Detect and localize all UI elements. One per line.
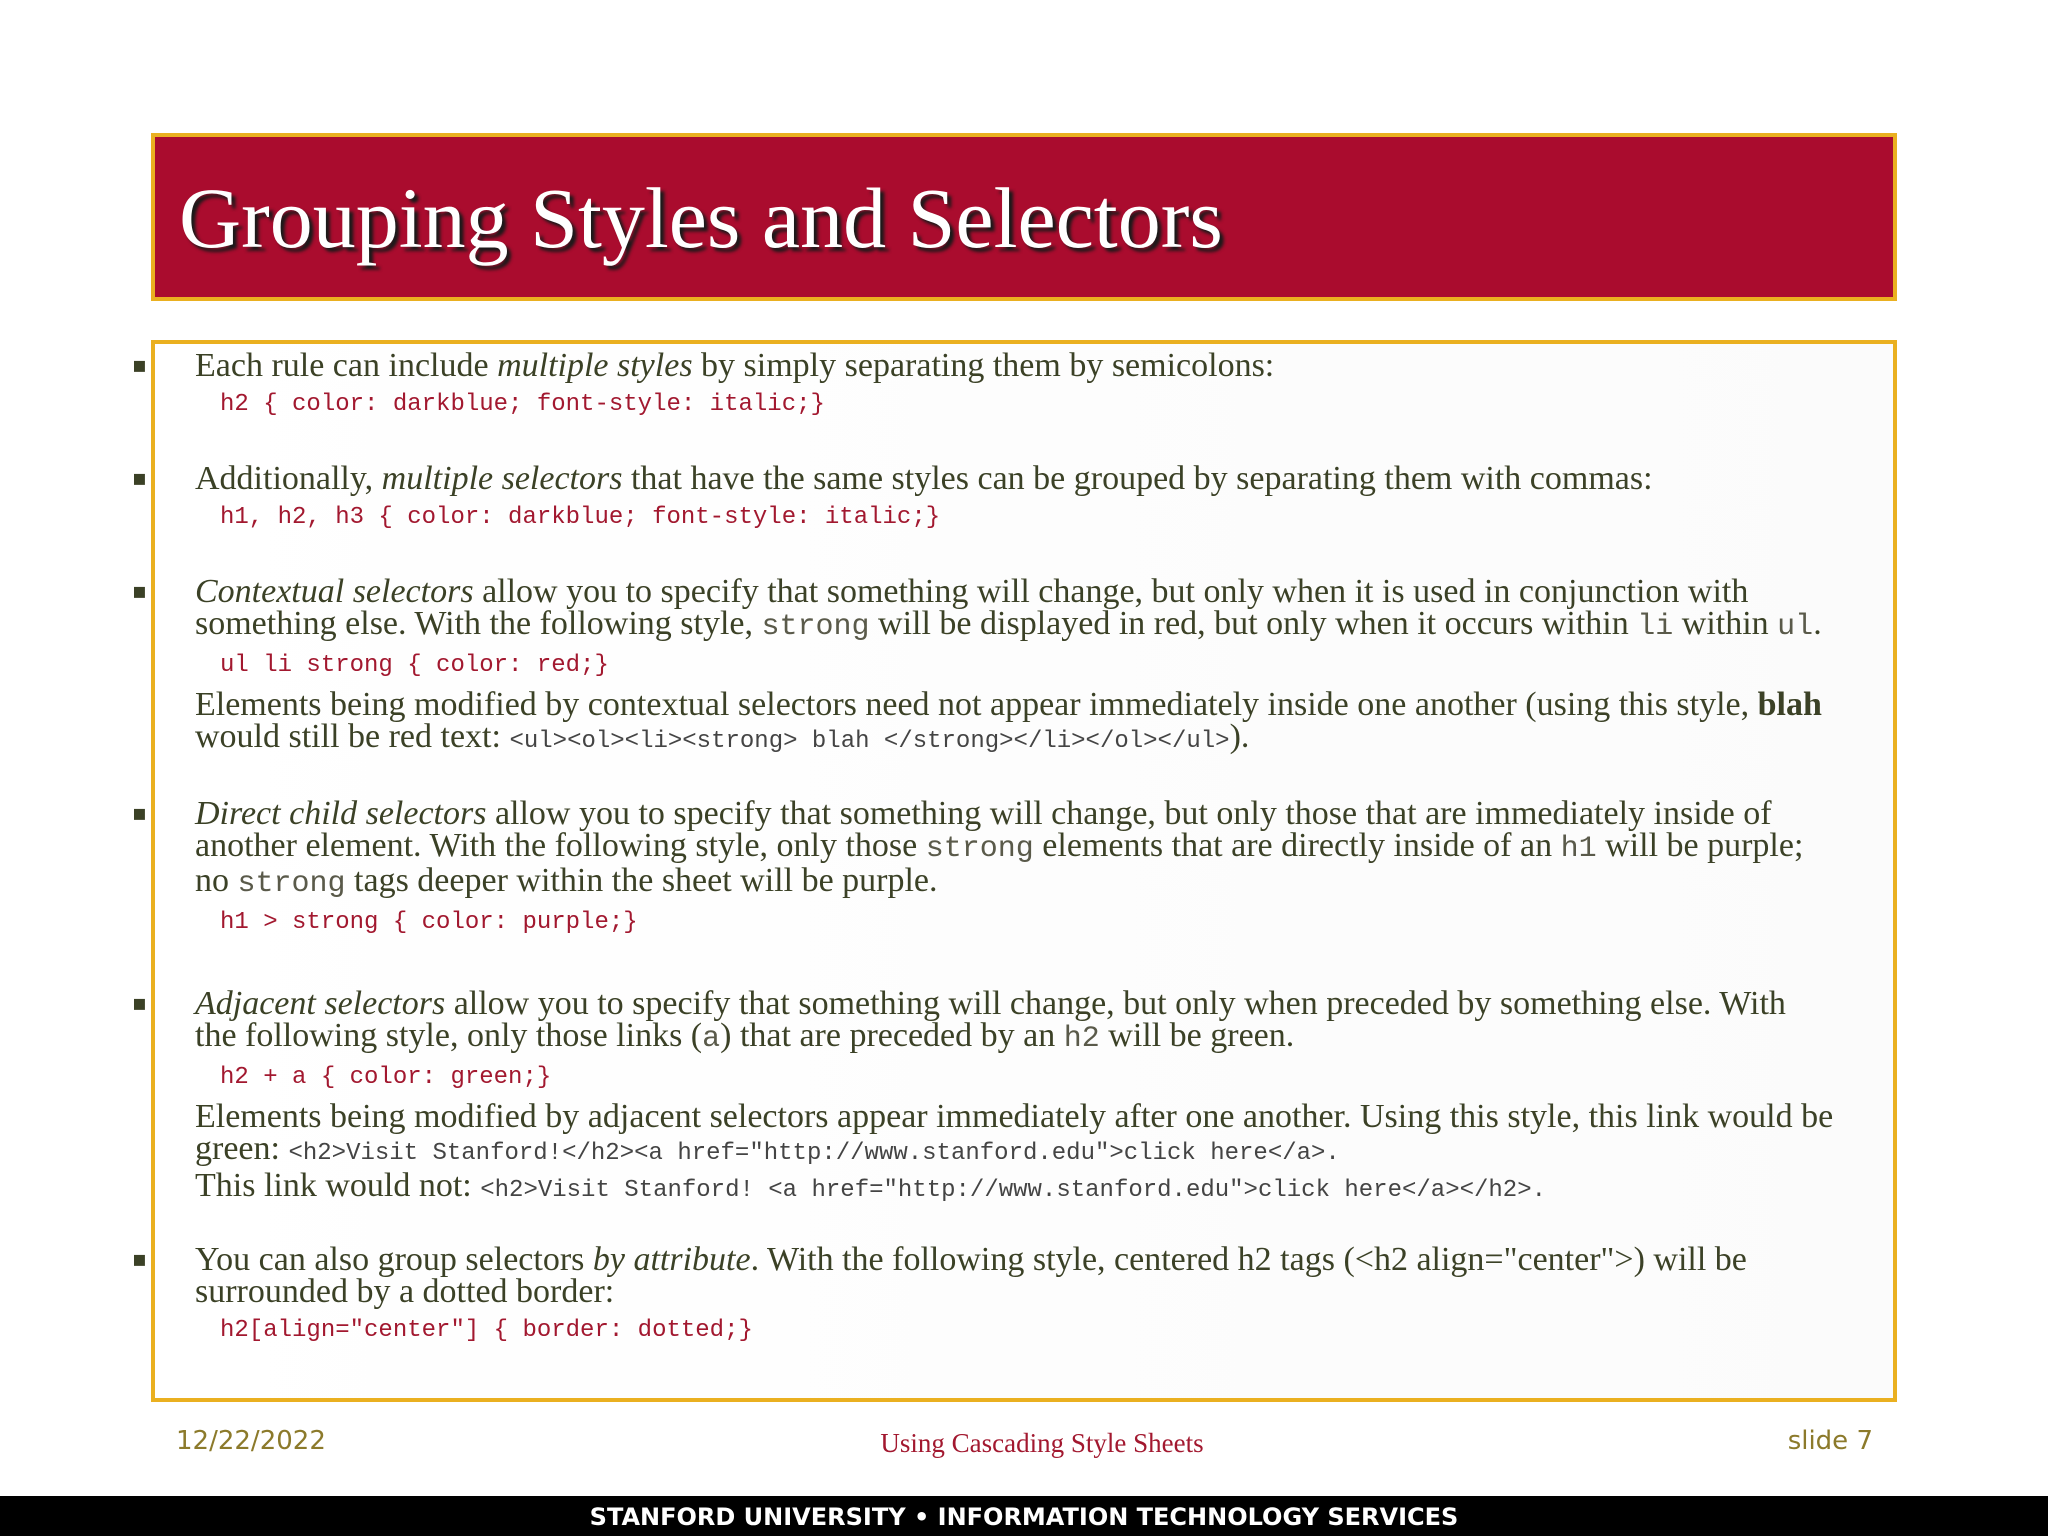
bullet-text: Adjacent selectors allow you to specify that something will change, but only when preceded by something else. With the following style, only those links (a) that are preceded by an h2 will be green.: [195, 985, 1786, 1056]
bullet-marker: ▪: [132, 579, 147, 604]
bullet-text: Each rule can include multiple styles by simply separating them by semicolons:: [195, 347, 1275, 384]
code-example: ul li strong { color: red;}: [220, 652, 609, 679]
bullet-attribute-selectors: [132, 1241, 1835, 1346]
code-example: h1 > strong { color: purple;}: [220, 909, 638, 936]
title-bar: [151, 133, 1897, 301]
bullet-marker: ▪: [132, 991, 147, 1016]
bullet-text: Additionally, multiple selectors that have the same styles can be grouped by separating them with commas:: [195, 460, 1653, 497]
code-example: h2 + a { color: green;}: [220, 1064, 552, 1091]
bullet-text: Direct child selectors allow you to specify that something will change, but only those that are immediately inside of another element. With the following style, only those strong elements that are directly inside of an h1 will be purple; no strong tags deeper within the sheet will be purple.: [195, 795, 1804, 901]
code-example: h2[align="center"] { border: dotted;}: [220, 1317, 753, 1344]
bullet-contextual-selectors: [132, 573, 1835, 758]
slide-number: slide 7: [1787, 1426, 1873, 1456]
footer-title: Using Cascading Style Sheets: [880, 1428, 1204, 1458]
bullet-adjacent-selectors: [132, 985, 1835, 1207]
content-box: [132, 340, 1897, 1402]
bullet-multiple-styles: [132, 347, 1835, 420]
bullet-direct-child-selectors: [132, 795, 1835, 938]
bullet-text: Contextual selectors allow you to specify that something will change, but only when it is used in conjunction with something else. With the following style, strong will be displayed in red, but only when it occurs within li within ul.: [195, 573, 1822, 644]
bullet-marker: ▪: [132, 801, 147, 826]
code-example: h1, h2, h3 { color: darkblue; font-style: italic;}: [220, 504, 941, 531]
bullet-text: You can also group selectors by attribute. With the following style, centered h2 tags (<h2 align="center">) will be surrounded by a dotted border:: [195, 1241, 1747, 1310]
code-example: h2 { color: darkblue; font-style: italic;}: [220, 391, 825, 418]
footer-date: 12/22/2022: [176, 1426, 326, 1456]
organization-bar: STANFORD UNIVERSITY • INFORMATION TECHNOLOGY SERVICES: [0, 1496, 2048, 1536]
note-text: Elements being modified by adjacent selectors appear immediately after one another. Using this style, this link would be green: <h2>Visit Stanford!</h2><a href="http://www.stanford.edu">click here</a>. This link would not: <h2>Visit Stanford! <a href="http://www.stanford.edu">click here</a></h2>.: [195, 1098, 1834, 1204]
bullet-multiple-selectors: [132, 460, 1835, 533]
bullet-marker: ▪: [132, 353, 147, 378]
bullet-marker: ▪: [132, 1247, 147, 1272]
bullet-marker: ▪: [132, 466, 147, 491]
page-title: Grouping Styles and Selectors: [179, 170, 1223, 266]
note-text: Elements being modified by contextual selectors need not appear immediately inside one another (using this style, blah would still be red text: <ul><ol><li><strong> blah </strong></li></ol></ul>).: [195, 686, 1822, 755]
